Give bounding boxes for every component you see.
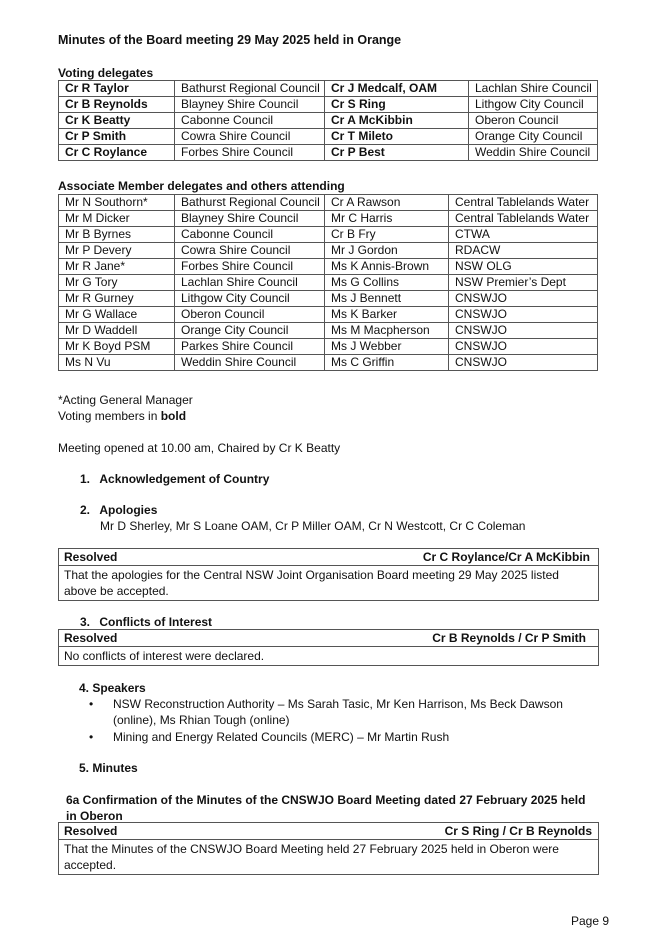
item-2-number: 2. (80, 503, 91, 517)
table-row (59, 81, 598, 97)
table-row (59, 113, 598, 129)
table-cell: Ms J Webber (325, 339, 449, 355)
item-3-label: Conflicts of Interest (99, 615, 213, 629)
table-cell: Cr T Mileto (325, 129, 469, 145)
table-cell: Cabonne Council (175, 227, 325, 243)
table-cell: Bathurst Regional Council (175, 81, 325, 97)
table-cell: Ms N Vu (59, 355, 175, 371)
table-cell: Mr D Waddell (59, 323, 175, 339)
table-row (59, 195, 598, 211)
resolution-text: That the Minutes of the CNSWJO Board Meeting held 27 February 2025 held in Oberon were accepted. (64, 842, 559, 872)
table-cell: Mr J Gordon (325, 243, 449, 259)
table-cell: CNSWJO (449, 355, 598, 371)
associates-heading: Associate Member delegates and others attending (58, 179, 345, 193)
table-cell: CNSWJO (449, 323, 598, 339)
table-cell: Forbes Shire Council (175, 145, 325, 161)
table-cell: Lachlan Shire Council (469, 81, 598, 97)
table-cell: Bathurst Regional Council (175, 195, 325, 211)
item-2-heading (80, 503, 157, 517)
table-cell: Ms G Collins (325, 275, 449, 291)
table-cell: Mr G Wallace (59, 307, 175, 323)
table-cell: Cr S Ring (325, 97, 469, 113)
resolution-conflicts (58, 629, 599, 666)
voting-bold-note-prefix: Voting members in (58, 409, 161, 423)
table-cell: Cowra Shire Council (175, 243, 325, 259)
table-cell: Weddin Shire Council (175, 355, 325, 371)
table-row (59, 243, 598, 259)
voting-bold-word: bold (160, 409, 187, 423)
document-title: Minutes of the Board meeting 29 May 2025 held in Orange (58, 33, 402, 47)
table-cell: RDACW (449, 243, 598, 259)
table-row (59, 259, 598, 275)
voting-bold-note (58, 409, 186, 423)
table-cell: Lithgow City Council (469, 97, 598, 113)
table-cell: Ms K Annis-Brown (325, 259, 449, 275)
item-1-number: 1. (80, 472, 91, 486)
item-4-heading: 4. Speakers (79, 681, 146, 695)
table-cell: Cr B Reynolds (59, 97, 175, 113)
list-item (89, 696, 601, 728)
table-row (59, 355, 598, 371)
table-cell: Cr B Fry (325, 227, 449, 243)
table-cell: Cr J Medcalf, OAM (325, 81, 469, 97)
table-cell: Mr C Harris (325, 211, 449, 227)
associates-table (58, 194, 598, 371)
table-row (59, 145, 598, 161)
page-number: Page 9 (571, 914, 610, 928)
table-row (59, 211, 598, 227)
item-3-number: 3. (80, 615, 91, 629)
apologies-list: Mr D Sherley, Mr S Loane OAM, Cr P Miller OAM, Cr N Westcott, Cr C Coleman (100, 519, 526, 533)
table-cell: Mr N Southorn* (59, 195, 175, 211)
table-cell: Mr P Devery (59, 243, 175, 259)
table-cell: Oberon Council (175, 307, 325, 323)
bullet-icon: • (89, 730, 94, 744)
table-cell: Cr K Beatty (59, 113, 175, 129)
list-item (89, 729, 601, 745)
item-3-heading (80, 615, 212, 629)
resolution-minutes-header (59, 823, 598, 840)
table-row (59, 323, 598, 339)
table-cell: NSW Premier’s Dept (449, 275, 598, 291)
resolved-label: Resolved (64, 631, 118, 645)
table-cell: Oberon Council (469, 113, 598, 129)
table-cell: Mr G Tory (59, 275, 175, 291)
table-cell: Cr A McKibbin (325, 113, 469, 129)
speaker-text: Mining and Energy Related Councils (MERC) – Mr Martin Rush (113, 730, 450, 744)
table-cell: Blayney Shire Council (175, 97, 325, 113)
table-cell: Orange City Council (175, 323, 325, 339)
table-cell: Cr P Smith (59, 129, 175, 145)
resolved-label: Resolved (64, 550, 118, 564)
acting-gm-note: *Acting General Manager (58, 393, 193, 407)
table-cell: Lachlan Shire Council (175, 275, 325, 291)
resolution-movers: Cr B Reynolds / Cr P Smith (432, 631, 586, 645)
table-cell: Cr P Best (325, 145, 469, 161)
table-cell: Central Tablelands Water (449, 195, 598, 211)
table-cell: Cr A Rawson (325, 195, 449, 211)
table-cell: Ms J Bennett (325, 291, 449, 307)
bullet-icon: • (89, 697, 94, 711)
table-row (59, 275, 598, 291)
table-cell: CNSWJO (449, 339, 598, 355)
table-cell: NSW OLG (449, 259, 598, 275)
table-cell: Central Tablelands Water (449, 211, 598, 227)
resolved-label: Resolved (64, 824, 118, 838)
resolution-apologies-header (59, 549, 598, 566)
resolution-text: No conflicts of interest were declared. (64, 649, 265, 663)
table-cell: Weddin Shire Council (469, 145, 598, 161)
table-cell: CNSWJO (449, 291, 598, 307)
item-1-heading (80, 472, 269, 486)
table-cell: Cowra Shire Council (175, 129, 325, 145)
resolution-movers: Cr S Ring / Cr B Reynolds (444, 824, 592, 838)
table-cell: Blayney Shire Council (175, 211, 325, 227)
meeting-opened: Meeting opened at 10.00 am, Chaired by Cr K Beatty (58, 441, 341, 455)
table-cell: Forbes Shire Council (175, 259, 325, 275)
resolution-minutes (58, 822, 599, 875)
voting-delegates-table (58, 80, 598, 161)
table-cell: Mr M Dicker (59, 211, 175, 227)
item-2-label: Apologies (99, 503, 158, 517)
table-cell: Ms K Barker (325, 307, 449, 323)
resolution-text: That the apologies for the Central NSW Joint Organisation Board meeting 29 May 2025 listed above be accepted. (64, 568, 559, 598)
table-cell: Ms C Griffin (325, 355, 449, 371)
table-row (59, 307, 598, 323)
table-cell: Mr K Boyd PSM (59, 339, 175, 355)
table-cell: Cr R Taylor (59, 81, 175, 97)
speakers-list (89, 696, 601, 746)
table-cell: Parkes Shire Council (175, 339, 325, 355)
table-cell: Cabonne Council (175, 113, 325, 129)
table-cell: Mr R Jane* (59, 259, 175, 275)
speaker-text: NSW Reconstruction Authority – Ms Sarah Tasic, Mr Ken Harrison, Ms Beck Dawson (online), Ms Rhian Tough (online) (113, 697, 563, 727)
resolution-conflicts-header (59, 630, 598, 647)
item-6a-heading: 6a Confirmation of the Minutes of the CNSWJO Board Meeting dated 27 February 2025 held in Oberon (66, 793, 586, 823)
table-cell: Mr R Gurney (59, 291, 175, 307)
table-row (59, 227, 598, 243)
resolution-movers: Cr C Roylance/Cr A McKibbin (422, 550, 590, 564)
table-row (59, 339, 598, 355)
table-cell: Ms M Macpherson (325, 323, 449, 339)
table-cell: Lithgow City Council (175, 291, 325, 307)
table-row (59, 97, 598, 113)
voting-delegates-heading: Voting delegates (58, 66, 154, 80)
table-cell: Cr C Roylance (59, 145, 175, 161)
table-row (59, 129, 598, 145)
resolution-apologies (58, 548, 599, 601)
table-row (59, 291, 598, 307)
table-cell: Orange City Council (469, 129, 598, 145)
item-5-heading: 5. Minutes (79, 761, 138, 775)
table-cell: Mr B Byrnes (59, 227, 175, 243)
item-1-label: Acknowledgement of Country (99, 472, 270, 486)
table-cell: CNSWJO (449, 307, 598, 323)
table-cell: CTWA (449, 227, 598, 243)
